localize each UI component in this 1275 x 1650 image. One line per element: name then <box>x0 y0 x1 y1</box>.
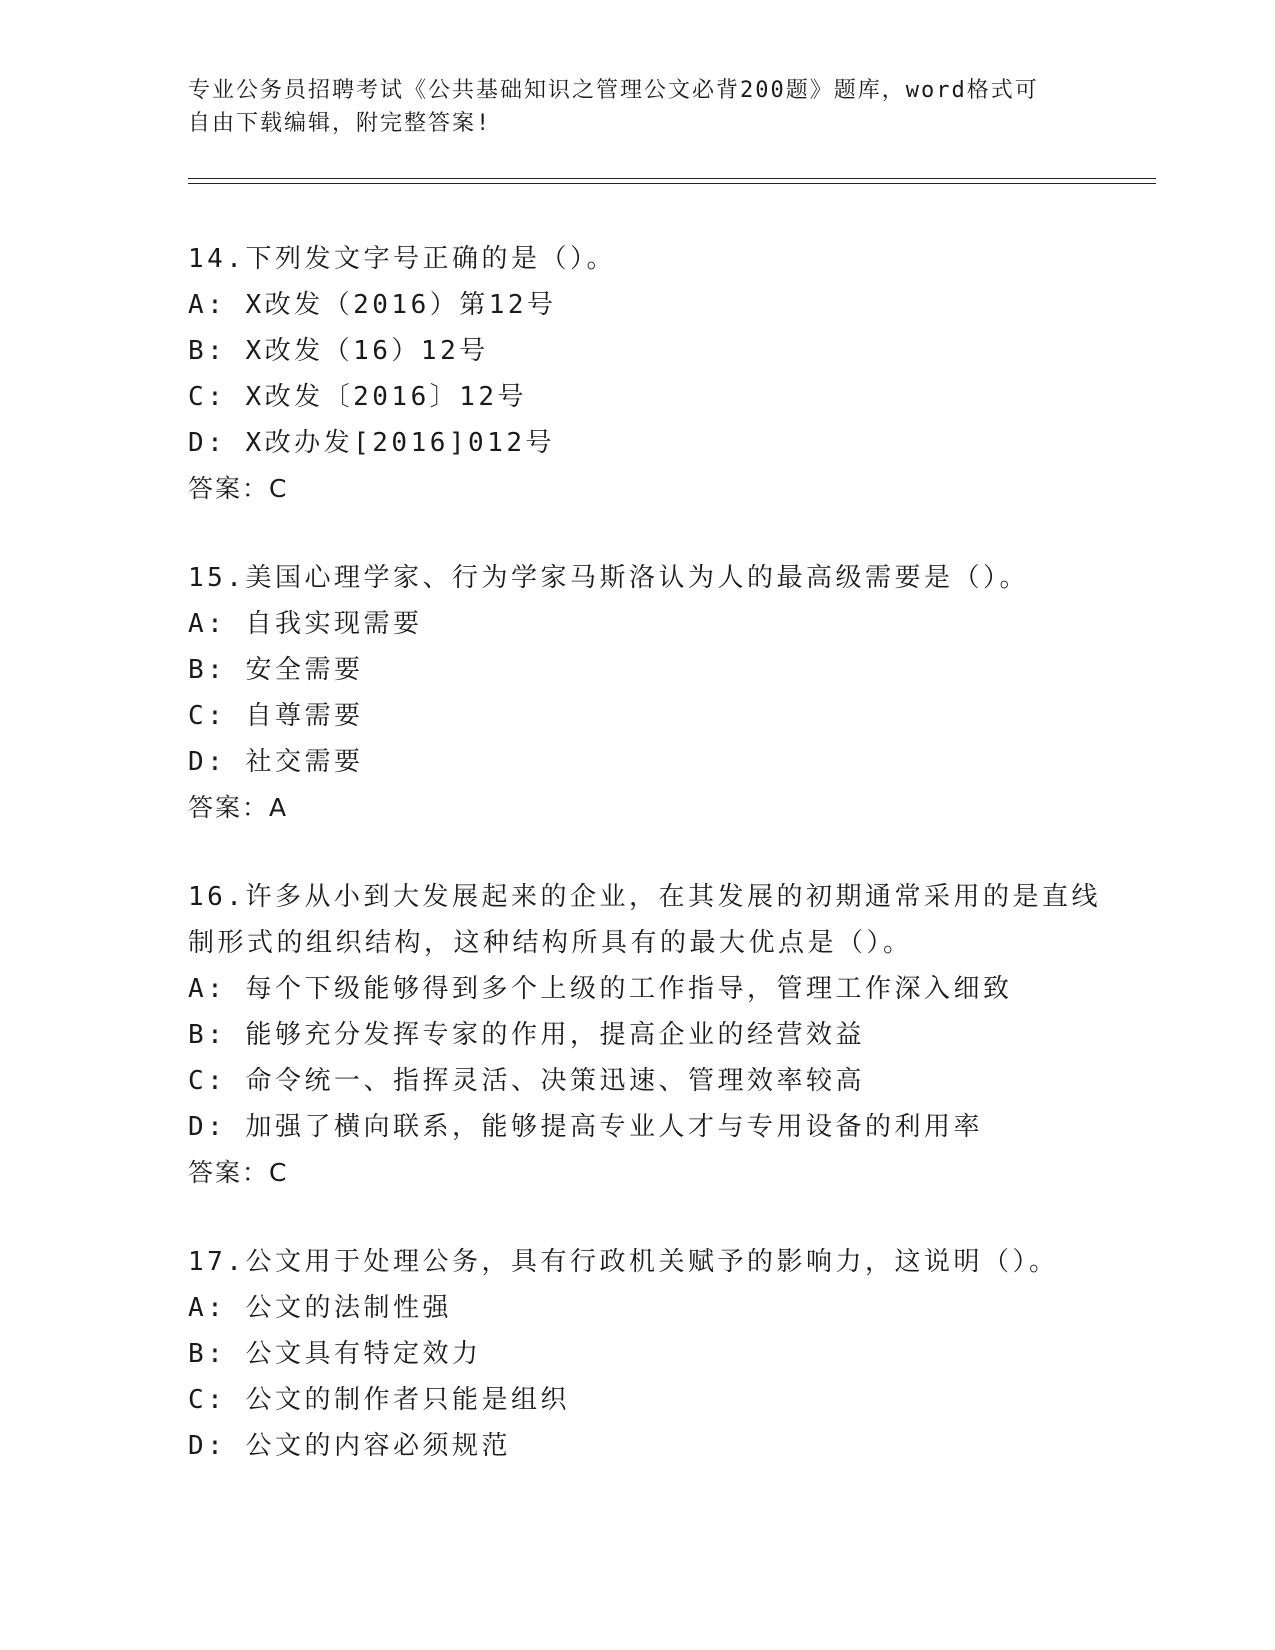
header-line-1: 专业公务员招聘考试《公共基础知识之管理公文必背200题》题库，word格式可 <box>188 78 1039 103</box>
option-b: B: X改发（16）12号 <box>188 336 489 366</box>
option-c: C: X改发〔2016〕12号 <box>188 382 528 412</box>
document-header <box>188 74 1088 140</box>
question-stem: 14.下列发文字号正确的是（）。 <box>188 244 616 274</box>
question-17 <box>188 1239 1148 1469</box>
option-b: B: 能够充分发挥专家的作用，提高企业的经营效益 <box>188 1020 865 1050</box>
option-a: A: X改发（2016）第12号 <box>188 290 557 320</box>
option-b: B: 公文具有特定效力 <box>188 1339 482 1369</box>
question-list <box>188 236 1148 1512</box>
question-16 <box>188 874 1148 1196</box>
option-c: C: 自尊需要 <box>188 701 364 731</box>
question-stem-line-2: 制形式的组织结构，这种结构所具有的最大优点是（）。 <box>188 928 913 958</box>
option-a: A: 自我实现需要 <box>188 609 423 639</box>
answer-key: 答案：C <box>188 474 289 503</box>
header-divider-bottom <box>188 183 1156 184</box>
question-15 <box>188 555 1148 831</box>
question-stem-line-1: 16.许多从小到大发展起来的企业，在其发展的初期通常采用的是直线 <box>188 882 1101 912</box>
answer-key: 答案：C <box>188 1158 289 1187</box>
option-c: C: 公文的制作者只能是组织 <box>188 1385 570 1415</box>
header-line-2: 自由下载编辑，附完整答案! <box>188 111 492 136</box>
option-d: D: 加强了横向联系，能够提高专业人才与专用设备的利用率 <box>188 1112 983 1142</box>
question-stem: 15.美国心理学家、行为学家马斯洛认为人的最高级需要是（）。 <box>188 563 1029 593</box>
option-a: A: 公文的法制性强 <box>188 1293 452 1323</box>
option-c: C: 命令统一、指挥灵活、决策迅速、管理效率较高 <box>188 1066 865 1096</box>
option-a: A: 每个下级能够得到多个上级的工作指导，管理工作深入细致 <box>188 974 1013 1004</box>
option-d: D: X改办发[2016]012号 <box>188 428 555 458</box>
answer-key: 答案：A <box>188 793 289 822</box>
option-d: D: 公文的内容必须规范 <box>188 1431 511 1461</box>
option-b: B: 安全需要 <box>188 655 364 685</box>
question-stem: 17.公文用于处理公务，具有行政机关赋予的影响力，这说明（）。 <box>188 1247 1059 1277</box>
option-d: D: 社交需要 <box>188 747 364 777</box>
question-14 <box>188 236 1148 512</box>
header-divider-top <box>188 178 1156 179</box>
